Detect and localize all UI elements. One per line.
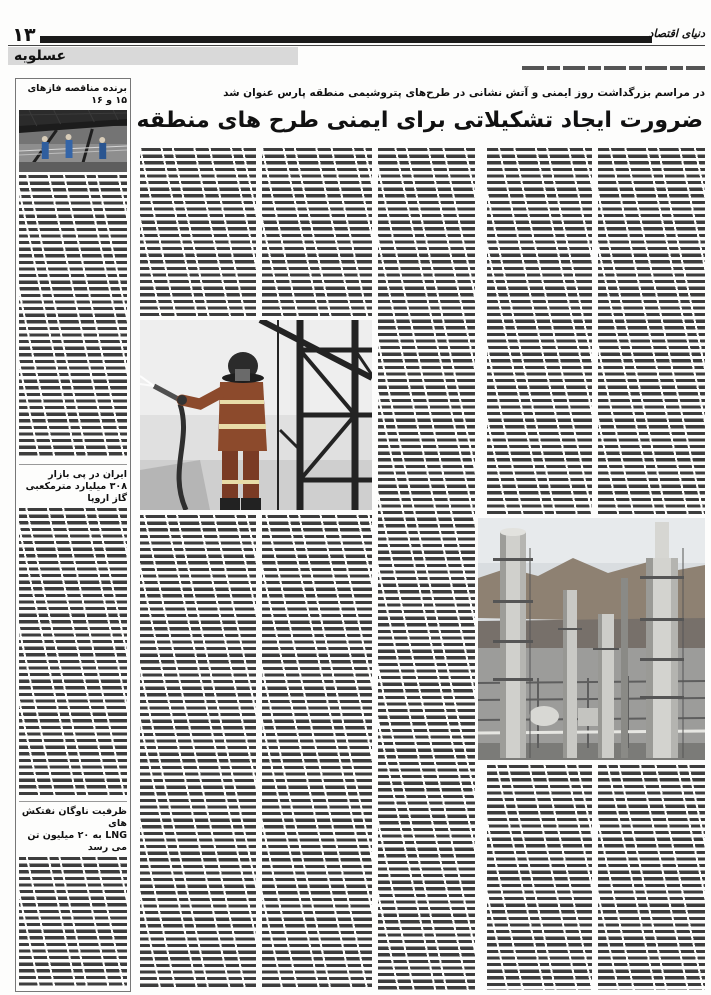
refinery-towers-photo bbox=[478, 518, 705, 760]
body-text-column bbox=[378, 148, 475, 990]
firefighter-photo bbox=[140, 320, 372, 510]
sidebar-heading-line: ایران در پی بازار bbox=[48, 469, 127, 480]
sidebar-article-text bbox=[19, 857, 127, 989]
firefighter-image bbox=[140, 320, 372, 510]
body-text-column bbox=[487, 148, 592, 515]
sidebar-article-text bbox=[19, 508, 127, 796]
sidebar-divider bbox=[19, 801, 127, 802]
body-text-column bbox=[262, 148, 372, 316]
section-title: عسلویه bbox=[14, 48, 67, 64]
sidebar-heading-lng-fleet bbox=[19, 805, 127, 857]
sidebar-heading-line: LNG به ۲۰ میلیون تن می رسد bbox=[27, 830, 127, 853]
sidebar-heading-tender bbox=[19, 82, 127, 110]
body-text-column bbox=[140, 148, 256, 316]
body-text-column bbox=[598, 765, 705, 990]
body-text-column bbox=[598, 148, 705, 515]
sidebar-heading-line: ظرفیت ناوگان نفتکش های bbox=[21, 806, 127, 829]
sidebar-heading-line: ۳۰۸ میلیارد مترمکعبی گاز اروپا bbox=[25, 481, 127, 504]
sidebar-heading-line: برنده مناقصه فازهای bbox=[27, 83, 127, 94]
sidebar-divider bbox=[19, 464, 127, 465]
sidebar-heading-line: ۱۵ و ۱۶ bbox=[91, 95, 127, 106]
body-text-column bbox=[140, 515, 256, 990]
article-kicker: در مراسم بزرگداشت روز ایمنی و آتش نشانی در طرح‌های پتروشیمی منطقه پارس عنوان شد bbox=[223, 87, 705, 99]
header-rule bbox=[8, 45, 705, 46]
sidebar-heading-europe-gas bbox=[19, 468, 127, 508]
news-sidebar bbox=[15, 78, 131, 992]
header-bar bbox=[40, 36, 652, 43]
sidebar-article-text bbox=[19, 175, 127, 459]
gas-platform-image bbox=[19, 110, 127, 172]
article-headline: ضرورت ایجاد تشکیلاتی برای ایمنی طرح های منطقه bbox=[136, 108, 703, 133]
refinery-image bbox=[478, 518, 705, 760]
body-text-column bbox=[487, 765, 592, 990]
page-number: ۱۳ bbox=[12, 24, 36, 46]
issue-info-line bbox=[522, 66, 705, 70]
body-text-column bbox=[262, 515, 372, 990]
gas-platform-photo bbox=[19, 110, 127, 172]
newspaper-logo: دنیای اقتصاد bbox=[648, 27, 705, 40]
